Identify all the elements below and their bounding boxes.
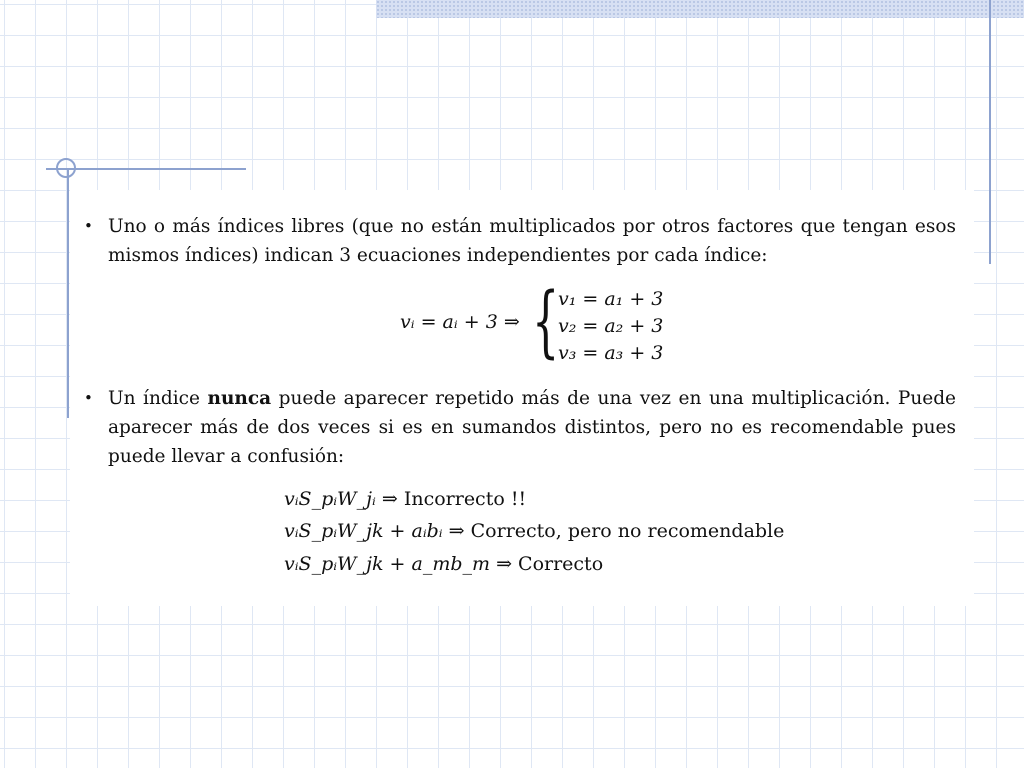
equation-case-1: v₁ = a₁ + 3 <box>558 288 664 310</box>
bullet-text: Uno o más índices libres (que no están multiplicados por otros factores que tengan esos mismos índices) indican 3 ecuaciones independientes por cada índice: <box>108 216 956 266</box>
bullet-icon: • <box>84 389 93 407</box>
bullet-item-free-indices <box>84 212 956 270</box>
example-verdict: Correcto, pero no recomendable <box>470 520 785 542</box>
example-line-not-recommended <box>284 521 784 541</box>
bullet-item-repeated-indices <box>84 384 956 471</box>
horizontal-decorative-rule <box>46 168 246 170</box>
left-decorative-rule <box>67 168 69 418</box>
equation-cases <box>558 286 663 367</box>
equation-lhs: vᵢ = aᵢ + 3 ⇒ <box>400 311 520 333</box>
top-decorative-band <box>376 0 1024 18</box>
example-line-correct <box>284 554 603 574</box>
implies-arrow-icon: ⇒ <box>448 520 465 542</box>
example-verdict: Incorrecto !! <box>403 488 527 510</box>
slide-content <box>70 190 974 606</box>
bullet-text-before: Un índice <box>108 388 208 409</box>
example-expression: vᵢS_pᵢW_jk + aᵢbᵢ <box>284 520 443 542</box>
equation-case-2: v₂ = a₂ + 3 <box>558 315 664 337</box>
bullet-text-bold: nunca <box>207 388 272 409</box>
right-decorative-rule <box>989 0 991 264</box>
implies-arrow-icon: ⇒ <box>496 553 512 575</box>
bullet-icon: • <box>84 217 93 235</box>
bullet-text <box>108 384 956 471</box>
example-line-incorrect <box>284 489 526 509</box>
crosshair-ornament-icon <box>56 158 76 178</box>
left-brace-icon: { <box>532 277 560 367</box>
bullet-text-after: puede aparecer repetido más de una vez en una multiplicación. Puede aparecer más de dos veces si es en sumandos distintos, pero no es recomendable pues puede llevar a confusión: <box>108 388 957 467</box>
equation-case-3: v₃ = a₃ + 3 <box>558 342 664 364</box>
example-expression: vᵢS_pᵢW_jk + a_mb_m <box>284 553 491 575</box>
example-verdict: Correcto <box>518 553 604 575</box>
implies-arrow-icon: ⇒ <box>381 488 398 510</box>
example-expression: vᵢS_pᵢW_jᵢ <box>284 488 376 510</box>
